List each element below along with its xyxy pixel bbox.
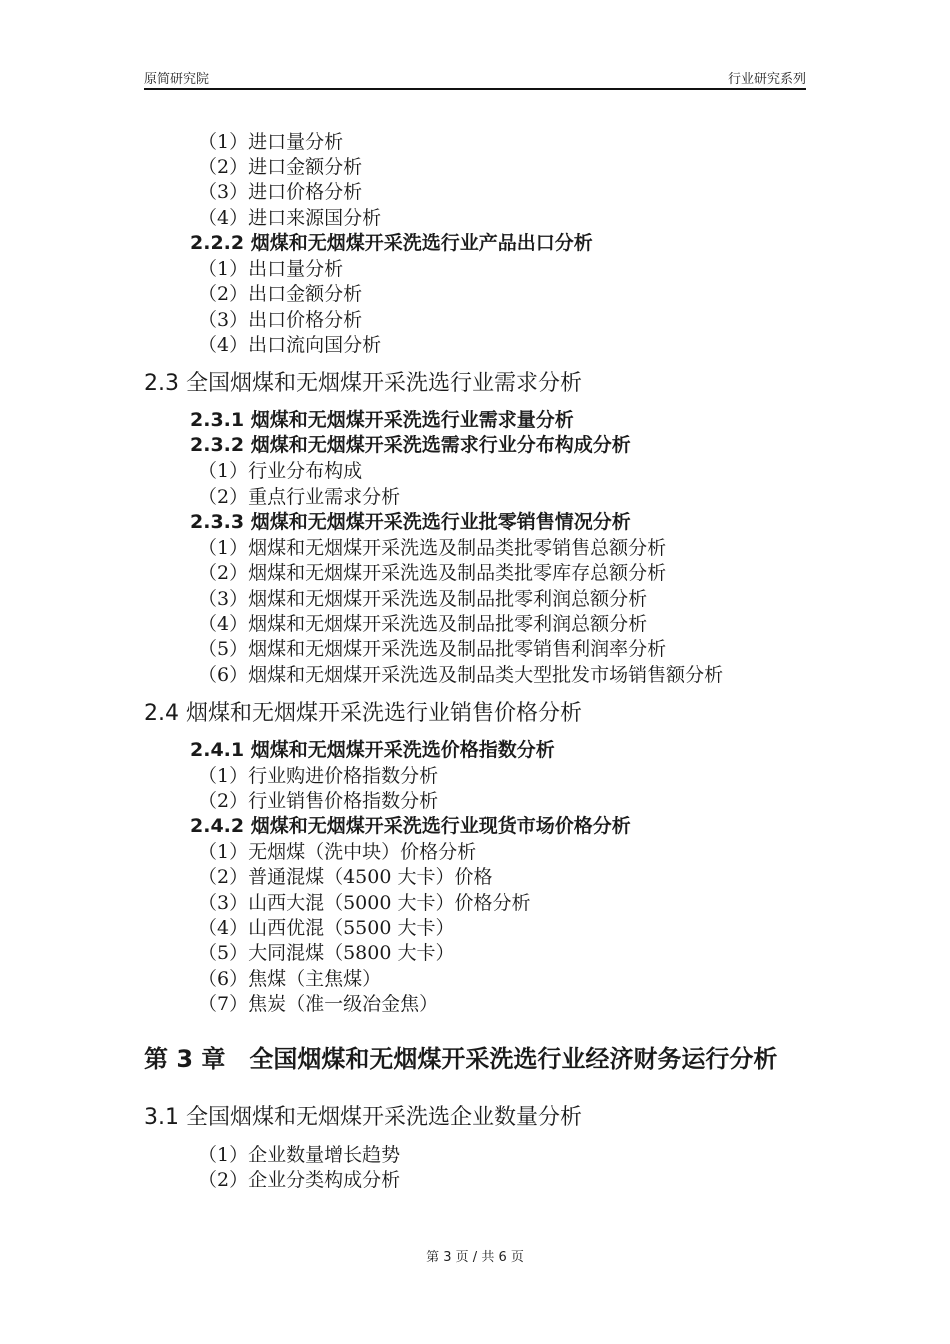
- toc-item: （1）行业购进价格指数分析: [198, 765, 439, 787]
- toc-section-heading: 2.3 全国烟煤和无烟煤开采洗选行业需求分析: [144, 371, 582, 396]
- toc-chapter-heading: 第 3 章 全国烟煤和无烟煤开采洗选行业经济财务运行分析: [144, 1045, 778, 1073]
- toc-item: （2）普通混煤（4500 大卡）价格: [198, 866, 493, 888]
- toc-item: （5）烟煤和无烟煤开采洗选及制品批零销售利润率分析: [198, 638, 667, 660]
- toc-item: （6）焦煤（主焦煤）: [198, 968, 382, 990]
- toc-subsection-heading: 2.3.1 烟煤和无烟煤开采洗选行业需求量分析: [190, 409, 574, 431]
- toc-subsection-heading: 2.4.1 烟煤和无烟煤开采洗选价格指数分析: [190, 739, 555, 761]
- header-divider: [144, 88, 806, 90]
- toc-item: （1）出口量分析: [198, 258, 344, 280]
- toc-item: （4）烟煤和无烟煤开采洗选及制品批零利润总额分析: [198, 613, 648, 635]
- toc-subsection-heading: 2.2.2 烟煤和无烟煤开采洗选行业产品出口分析: [190, 232, 593, 254]
- toc-item: （1）企业数量增长趋势: [198, 1144, 401, 1166]
- toc-item: （3）进口价格分析: [198, 181, 363, 203]
- toc-item: （1）烟煤和无烟煤开采洗选及制品类批零销售总额分析: [198, 537, 667, 559]
- toc-item: （2）进口金额分析: [198, 156, 363, 178]
- toc-item: （3）烟煤和无烟煤开采洗选及制品批零利润总额分析: [198, 588, 648, 610]
- toc-subsection-heading: 2.4.2 烟煤和无烟煤开采洗选行业现货市场价格分析: [190, 815, 631, 837]
- toc-item: （1）进口量分析: [198, 131, 344, 153]
- page-header: [144, 68, 806, 88]
- header-org-name: 原简研究院: [144, 72, 210, 87]
- toc-item: （1）无烟煤（洗中块）价格分析: [198, 841, 477, 863]
- toc-section-heading: 2.4 烟煤和无烟煤开采洗选行业销售价格分析: [144, 701, 582, 726]
- toc-item: （2）出口金额分析: [198, 283, 363, 305]
- toc-item: （5）大同混煤（5800 大卡）: [198, 942, 455, 964]
- header-series-name: 行业研究系列: [727, 72, 806, 87]
- toc-item: （2）企业分类构成分析: [198, 1169, 401, 1191]
- toc-item: （1）行业分布构成: [198, 460, 363, 482]
- toc-item: （4）山西优混（5500 大卡）: [198, 917, 455, 939]
- toc-item: （6）烟煤和无烟煤开采洗选及制品类大型批发市场销售额分析: [198, 664, 724, 686]
- toc-item: （3）出口价格分析: [198, 309, 363, 331]
- toc-item: （3）山西大混（5000 大卡）价格分析: [198, 892, 531, 914]
- toc-item: （4）出口流向国分析: [198, 334, 382, 356]
- toc-item: （2）烟煤和无烟煤开采洗选及制品类批零库存总额分析: [198, 562, 667, 584]
- toc-item: （4）进口来源国分析: [198, 207, 382, 229]
- toc-section-heading: 3.1 全国烟煤和无烟煤开采洗选企业数量分析: [144, 1105, 582, 1130]
- toc-item: （7）焦炭（准一级冶金焦）: [198, 993, 439, 1015]
- toc-item: （2）重点行业需求分析: [198, 486, 401, 508]
- page-footer: 第 3 页 / 共 6 页: [426, 1250, 524, 1265]
- toc-item: （2）行业销售价格指数分析: [198, 790, 439, 812]
- toc-subsection-heading: 2.3.3 烟煤和无烟煤开采洗选行业批零销售情况分析: [190, 511, 631, 533]
- toc-subsection-heading: 2.3.2 烟煤和无烟煤开采洗选需求行业分布构成分析: [190, 434, 631, 456]
